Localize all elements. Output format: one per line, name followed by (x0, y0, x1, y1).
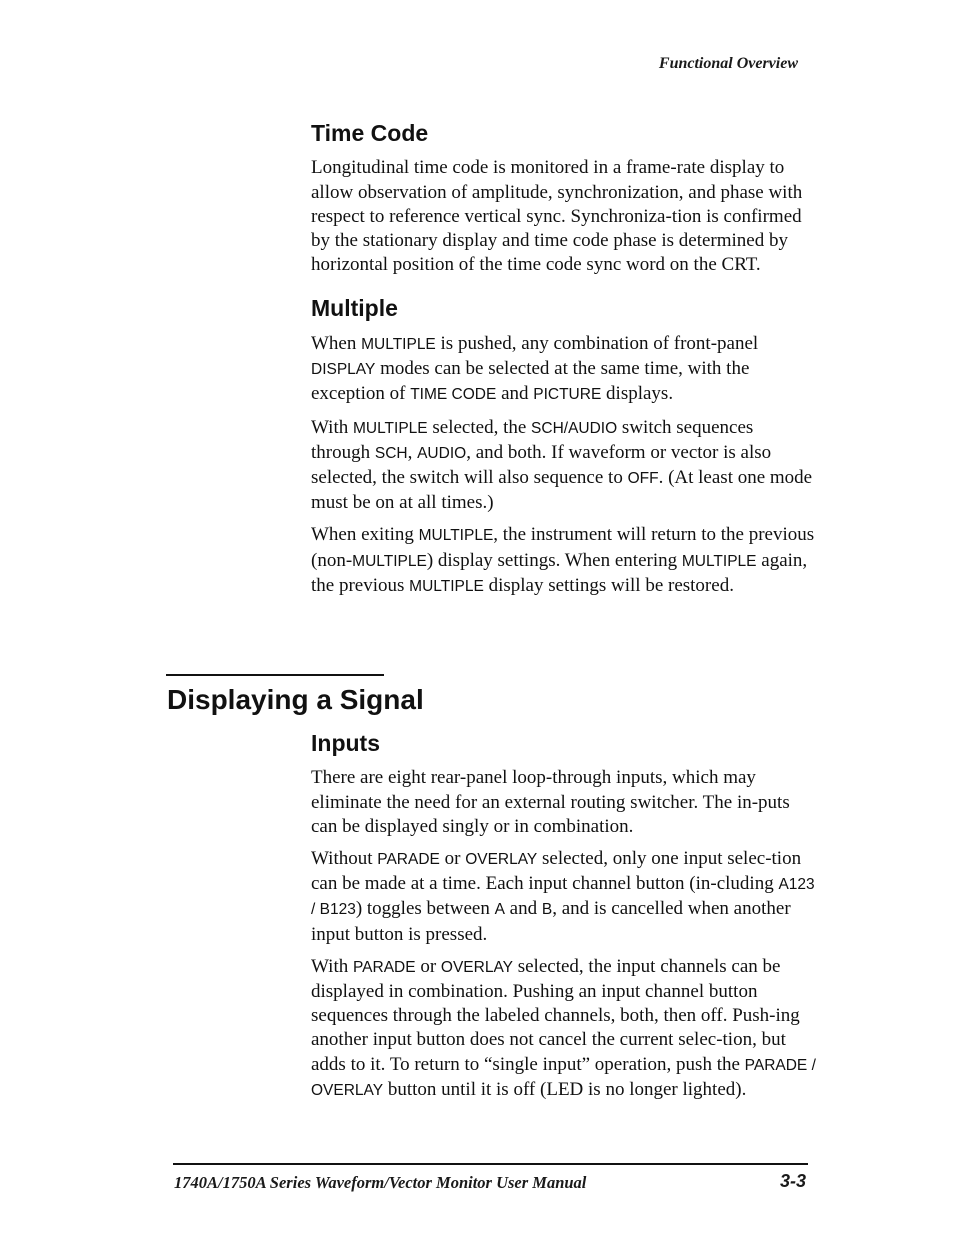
control-name: OVERLAY (440, 958, 513, 976)
text-run: Without (311, 848, 378, 870)
text-run: , and both. If waveform or vector is also selected, the switch will also sequence to (311, 441, 772, 488)
control-name: MULTIPLE (418, 527, 494, 545)
text-run: or (439, 848, 466, 870)
functional-overview-content (311, 120, 817, 607)
text-run: display settings will be restored. (483, 574, 734, 596)
heading-multiple: Multiple (311, 295, 398, 322)
control-name: MULTIPLE (361, 335, 436, 353)
text-run: With (311, 416, 353, 438)
text-run: . (At least one mode must be on at all times.) (311, 466, 813, 514)
control-name: DISPLAY (311, 361, 376, 379)
text-run: and (496, 383, 534, 405)
control-name: SCH/AUDIO (531, 419, 618, 437)
text-run: switch sequences through (311, 416, 754, 463)
text-run: ) toggles between (355, 898, 495, 920)
multiple-paragraph-1 (311, 332, 817, 408)
text-run: again, the previous (311, 549, 808, 596)
text-run: button until it is off (LED is no longer lighted). (383, 1078, 747, 1100)
displaying-signal-content (311, 730, 817, 1111)
text-run: or (415, 955, 441, 977)
inputs-paragraph-2 (311, 847, 817, 947)
control-name: PARADE / OVERLAY (311, 1056, 816, 1099)
control-name: A123 / B123 (311, 876, 815, 919)
text-run: , (407, 441, 418, 463)
control-name: B (541, 901, 553, 919)
control-name: TIME CODE (410, 386, 497, 404)
text-run: selected, the (427, 416, 532, 438)
text-run: , the instrument will return to the previous (non- (311, 524, 815, 571)
control-name: MULTIPLE (352, 419, 428, 437)
text-run: , and is cancelled when another input button is pressed. (311, 898, 791, 945)
control-name: PARADE (377, 851, 440, 869)
control-name: PARADE (352, 958, 416, 976)
text-run: is pushed, any combination of front-panel (435, 332, 759, 354)
text-run: selected, only one input selec-tion can be made at a time. Each input channel button (in-cluding (311, 848, 802, 895)
inputs-paragraph-3 (311, 955, 817, 1103)
control-name: AUDIO (417, 444, 467, 462)
text-run: and (504, 898, 542, 920)
control-name: MULTIPLE (352, 552, 427, 570)
inputs-paragraph-1: There are eight rear-panel loop-through inputs, which may eliminate the need for an external routing switcher. The in-puts can be displayed singly or in combination. (311, 767, 790, 837)
text-run: displays. (601, 383, 674, 405)
text-run: When (311, 332, 362, 354)
page-number: 3-3 (779, 1171, 806, 1191)
heading-inputs: Inputs (311, 730, 380, 756)
text-run: selected, the input channels can be displayed in combination. Pushing an input channel button sequences through the labeled channels, both, then off. Push-ing another input button does not cancel the current selec-tion, but adds to it. To return to “single input” operation, push the (311, 955, 800, 1075)
multiple-paragraph-3 (311, 523, 817, 599)
text-run: ) display settings. When entering (426, 549, 682, 571)
multiple-paragraph-2 (311, 416, 817, 516)
control-name: PICTURE (533, 386, 602, 404)
control-name: OVERLAY (465, 851, 538, 869)
footer-manual-title: 1740A/1750A Series Waveform/Vector Monitor User Manual (174, 1173, 587, 1192)
time-code-paragraph: Longitudinal time code is monitored in a frame-rate display to allow observation of amplitude, synchronization, and phase with respect to reference vertical sync. Synchroniza-tion is confirmed by the stationary display and time code phase is determined by horizontal position of the time code sync word on the CRT. (311, 157, 803, 276)
section-divider (166, 674, 384, 676)
section-title: Displaying a Signal (167, 684, 424, 715)
control-name: SCH (374, 444, 408, 462)
running-head: Functional Overview (658, 55, 798, 72)
control-name: A (494, 901, 505, 919)
text-run: When exiting (311, 524, 419, 546)
text-run: With (311, 955, 353, 977)
control-name: MULTIPLE (409, 577, 484, 595)
heading-time-code: Time Code (311, 120, 429, 146)
text-run: modes can be selected at the same time, with the exception of (311, 358, 750, 405)
control-name: OFF (627, 469, 659, 487)
control-name: MULTIPLE (681, 552, 757, 570)
footer-divider (173, 1163, 808, 1165)
